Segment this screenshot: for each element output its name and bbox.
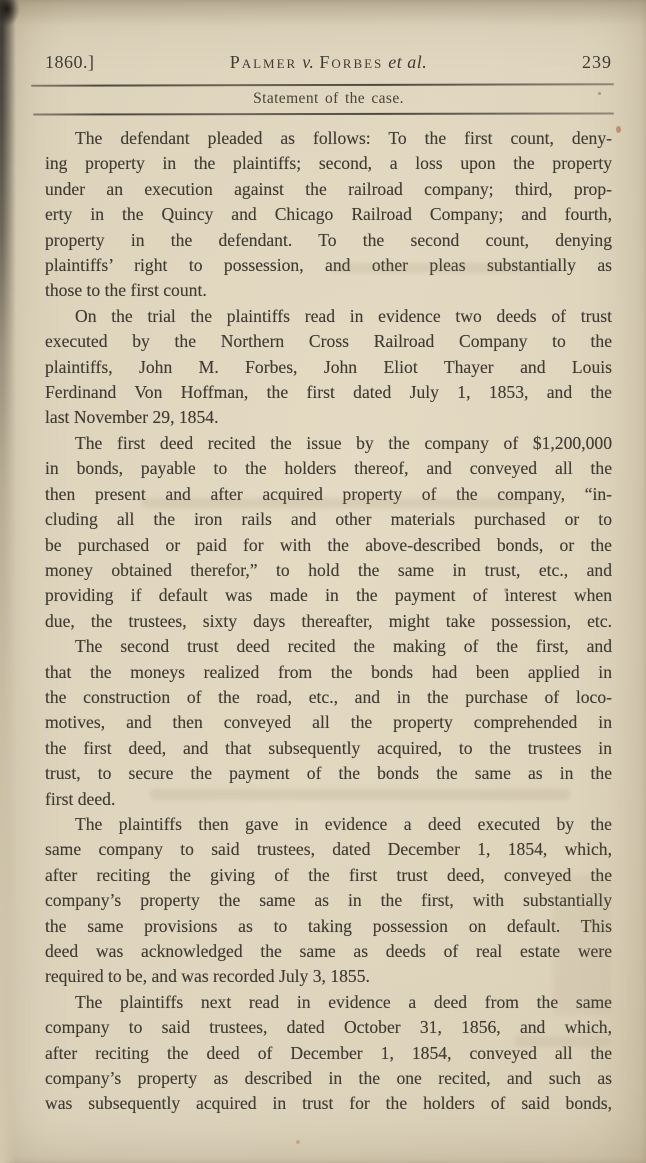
case-title (135, 51, 522, 73)
text-line: first deed. (45, 788, 116, 809)
text-line: the construction of the road, etc., and in the purchase of loco- (45, 686, 612, 707)
text-line: cluding all the iron rails and other materials purchased or to (45, 509, 612, 530)
foxing-speck (598, 92, 601, 95)
text-line: was subsequently acquired in trust for the holders of said bonds, (45, 1093, 612, 1114)
show-through-smudge (142, 498, 530, 508)
text-line: The plaintiffs next read in evidence a deed from the same (75, 991, 612, 1012)
text-line: company’s property the same as in the first, with substantially (45, 890, 612, 911)
text-line: trust, to secure the payment of the bonds the same as in the (45, 763, 612, 784)
text-line: The first deed recited the issue by the company of $1,200,000 (75, 432, 612, 453)
text-line: money obtained therefor,” to hold the same in trust, etc., and (45, 559, 612, 580)
text-line: due, the trustees, sixty days thereafter, might take possession, etc. (45, 610, 612, 631)
paragraph (45, 126, 612, 304)
text-line: the first deed, and that subsequently acquired, to the trustees in (45, 737, 612, 758)
text-line: providing if default was made in the payment of interest when (45, 585, 612, 606)
text-line: The second trust deed recited the making of the first, and (75, 636, 612, 657)
text-line: Ferdinand Von Hoffman, the first dated July 1, 1853, and the (45, 382, 612, 403)
text-line: that the moneys realized from the bonds had been applied in (45, 661, 612, 682)
running-head-rule (33, 112, 614, 115)
paragraph (45, 990, 612, 1117)
text-line: required to be, and was recorded July 3, 1855. (45, 966, 370, 987)
case-statement-text (45, 126, 612, 1117)
running-head: Statement of the case. (253, 90, 404, 107)
text-line: then present and after acquired property of the company, “in- (45, 483, 612, 504)
show-through-smudge (515, 1036, 610, 1047)
text-line: The plaintiffs then gave in evidence a deed executed by the (75, 813, 612, 834)
text-line: company’s property as described in the one recited, and such as (45, 1068, 612, 1089)
show-through-smudge (150, 789, 570, 800)
case-title-etal: et al. (388, 52, 428, 72)
paragraph (45, 304, 612, 431)
paragraph (45, 431, 612, 634)
text-line: same company to said trustees, dated December 1, 1854, which, (45, 839, 612, 860)
show-through-smudge (332, 263, 558, 273)
foxing-speck (296, 1140, 300, 1144)
text-line: plaintiffs’ right to possession, and other pleas substantially as (45, 255, 612, 276)
page-number: 239 (582, 52, 612, 72)
case-title-party1: Palmer (229, 52, 298, 72)
text-line: last November 29, 1854. (45, 407, 219, 428)
book-gutter-shadow (0, 0, 16, 1163)
text-line: deed was acknowledged the same as deeds of real estate were (45, 941, 612, 961)
text-line: motives, and then conveyed all the property comprehended in (45, 712, 612, 733)
text-line: executed by the Northern Cross Railroad Company to the (45, 331, 612, 352)
paragraph (45, 634, 612, 812)
text-line: those to the first count. (45, 280, 207, 301)
text-line: be purchased or paid for with the above-described bonds, or the (45, 534, 612, 555)
foxing-speck (504, 588, 508, 592)
text-line: under an execution against the railroad company; third, prop- (45, 178, 612, 199)
scan-corner-artifact (0, 0, 20, 26)
year-label: 1860.] (45, 52, 95, 72)
text-line: ing property in the plaintiffs; second, a loss upon the property (45, 153, 612, 174)
text-line: after reciting the giving of the first trust deed, conveyed the (45, 864, 612, 885)
case-title-versus: v. (302, 52, 315, 72)
text-line: in bonds, payable to the holders thereof, and conveyed all the (45, 458, 612, 479)
case-title-party2: Forbes (319, 52, 384, 72)
text-line: On the trial the plaintiffs read in evidence two deeds of trust (75, 305, 612, 326)
text-line: company to said trustees, dated October 31, 1856, and which, (45, 1017, 612, 1038)
foxing-speck (616, 126, 621, 133)
text-line: erty in the Quincy and Chicago Railroad Company; and fourth, (45, 204, 612, 225)
text-line: plaintiffs, John M. Forbes, John Eliot Thayer and Louis (45, 356, 612, 377)
text-line: after reciting the deed of December 1, 1854, conveyed all the (45, 1042, 612, 1063)
text-line: property in the defendant. To the second count, denying (45, 229, 612, 250)
text-line: The defendant pleaded as follows: To the first count, deny- (75, 128, 612, 148)
page-header (45, 51, 612, 73)
header-rule (31, 83, 614, 87)
show-through-smudge (553, 875, 611, 1015)
paragraph (45, 812, 612, 990)
page-top-shadow (0, 0, 646, 26)
text-line: the same provisions as to taking possession on default. This (45, 915, 612, 936)
